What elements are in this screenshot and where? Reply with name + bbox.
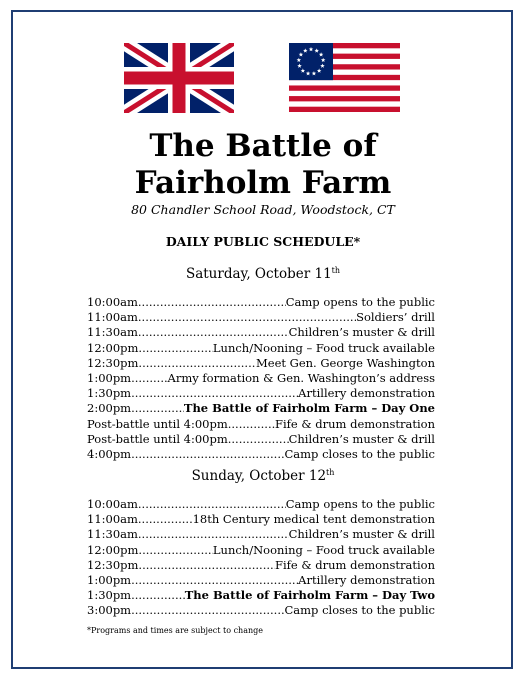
dot-leader [228,432,289,446]
dot-leader [138,512,193,526]
sunday-label: Sunday, October 12 [191,468,327,484]
schedule-activity: The Battle of Fairholm Farm – Day Two [184,588,435,603]
dot-leader [131,447,284,461]
dot-leader [138,356,256,370]
schedule-row [87,295,435,310]
schedule-time: 12:00pm [87,542,139,557]
dot-leader [138,310,356,324]
schedule-activity: Camp opens to the public [285,295,435,309]
page-title-line-1: The Battle of [149,128,377,164]
schedule-time: 1:30pm [87,386,132,401]
schedule-row [87,401,435,416]
schedule-row [87,356,435,371]
dot-leader [138,527,289,541]
schedule-row [87,432,435,447]
british-union-flag-icon [124,43,234,113]
saturday-heading [0,266,526,282]
schedule-time: Post-battle until 4:00pm [87,431,228,446]
dot-leader [131,603,284,617]
schedule-time: 12:00pm [87,340,139,355]
schedule-time: 12:30pm [87,557,139,572]
saturday-schedule [87,295,435,462]
schedule-time: 2:00pm [87,401,132,416]
footnote: *Programs and times are subject to change [87,626,263,635]
schedule-activity: Camp closes to the public [284,446,435,461]
schedule-time: Post-battle until 4:00pm [87,416,228,431]
schedule-activity: Camp opens to the public [285,497,435,511]
sunday-heading [0,468,526,484]
schedule-row [87,310,435,325]
schedule-time: 11:00am [87,310,138,325]
schedule-row [87,417,435,432]
dot-leader [131,588,185,602]
schedule-row [87,341,435,356]
event-address: 80 Chandler School Road, Woodstock, CT [131,202,395,217]
schedule-row [87,447,435,462]
sunday-suffix: th [326,468,335,477]
schedule-activity: Fife & drum demonstration [274,557,435,572]
schedule-activity: Camp closes to the public [284,603,435,618]
dot-leader [131,573,298,587]
schedule-row [87,588,435,603]
schedule-heading: DAILY PUBLIC SCHEDULE* [165,234,361,249]
saturday-label: Saturday, October 11 [185,266,332,282]
schedule-activity: Meet Gen. George Washington [256,355,435,370]
schedule-time: 11:30am [87,325,138,340]
dot-leader [138,558,275,572]
dot-leader [138,295,286,309]
dot-leader [138,543,213,557]
schedule-activity: Children’s muster & drill [288,527,435,542]
dot-leader [138,341,213,355]
schedule-time: 11:30am [87,527,138,542]
schedule-row [87,325,435,340]
schedule-time: 10:00am [87,295,138,309]
dot-leader [131,386,298,400]
schedule-activity: Lunch/Nooning – Food truck available [212,542,435,557]
dot-leader [138,497,286,511]
dot-leader [131,401,184,415]
schedule-activity: The Battle of Fairholm Farm – Day One [183,401,435,416]
schedule-row [87,386,435,401]
schedule-activity: Artillery demonstration [298,386,435,401]
schedule-row [87,573,435,588]
schedule-activity: Children’s muster & drill [288,431,435,446]
schedule-row [87,543,435,558]
schedule-activity: Children’s muster & drill [288,325,435,340]
schedule-activity: Lunch/Nooning – Food truck available [212,340,435,355]
schedule-row [87,603,435,618]
schedule-activity: Artillery demonstration [298,572,435,587]
schedule-time: 10:00am [87,497,138,511]
saturday-suffix: th [331,266,341,275]
schedule-activity: 18th Century medical tent demonstration [192,512,435,527]
schedule-time: 4:00pm [87,446,132,461]
sunday-schedule [87,497,435,619]
betsy-ross-flag-icon [289,43,400,112]
page-title-line-2: Fairholm Farm [134,165,392,201]
schedule-time: 11:00am [87,512,138,527]
schedule-activity: Fife & drum demonstration [274,416,435,431]
schedule-row [87,527,435,542]
dot-leader [228,417,275,431]
schedule-row [87,497,435,512]
schedule-row [87,512,435,527]
dot-leader [131,371,167,385]
schedule-time: 1:00pm [87,370,132,385]
schedule-time: 1:00pm [87,572,132,587]
schedule-time: 12:30pm [87,355,139,370]
schedule-activity: Soldiers’ drill [356,310,435,325]
dot-leader [138,325,289,339]
schedule-time: 3:00pm [87,603,132,618]
schedule-time: 1:30pm [87,588,132,603]
schedule-activity: Army formation & Gen. Washington’s address [167,370,435,385]
schedule-row [87,558,435,573]
schedule-row [87,371,435,386]
